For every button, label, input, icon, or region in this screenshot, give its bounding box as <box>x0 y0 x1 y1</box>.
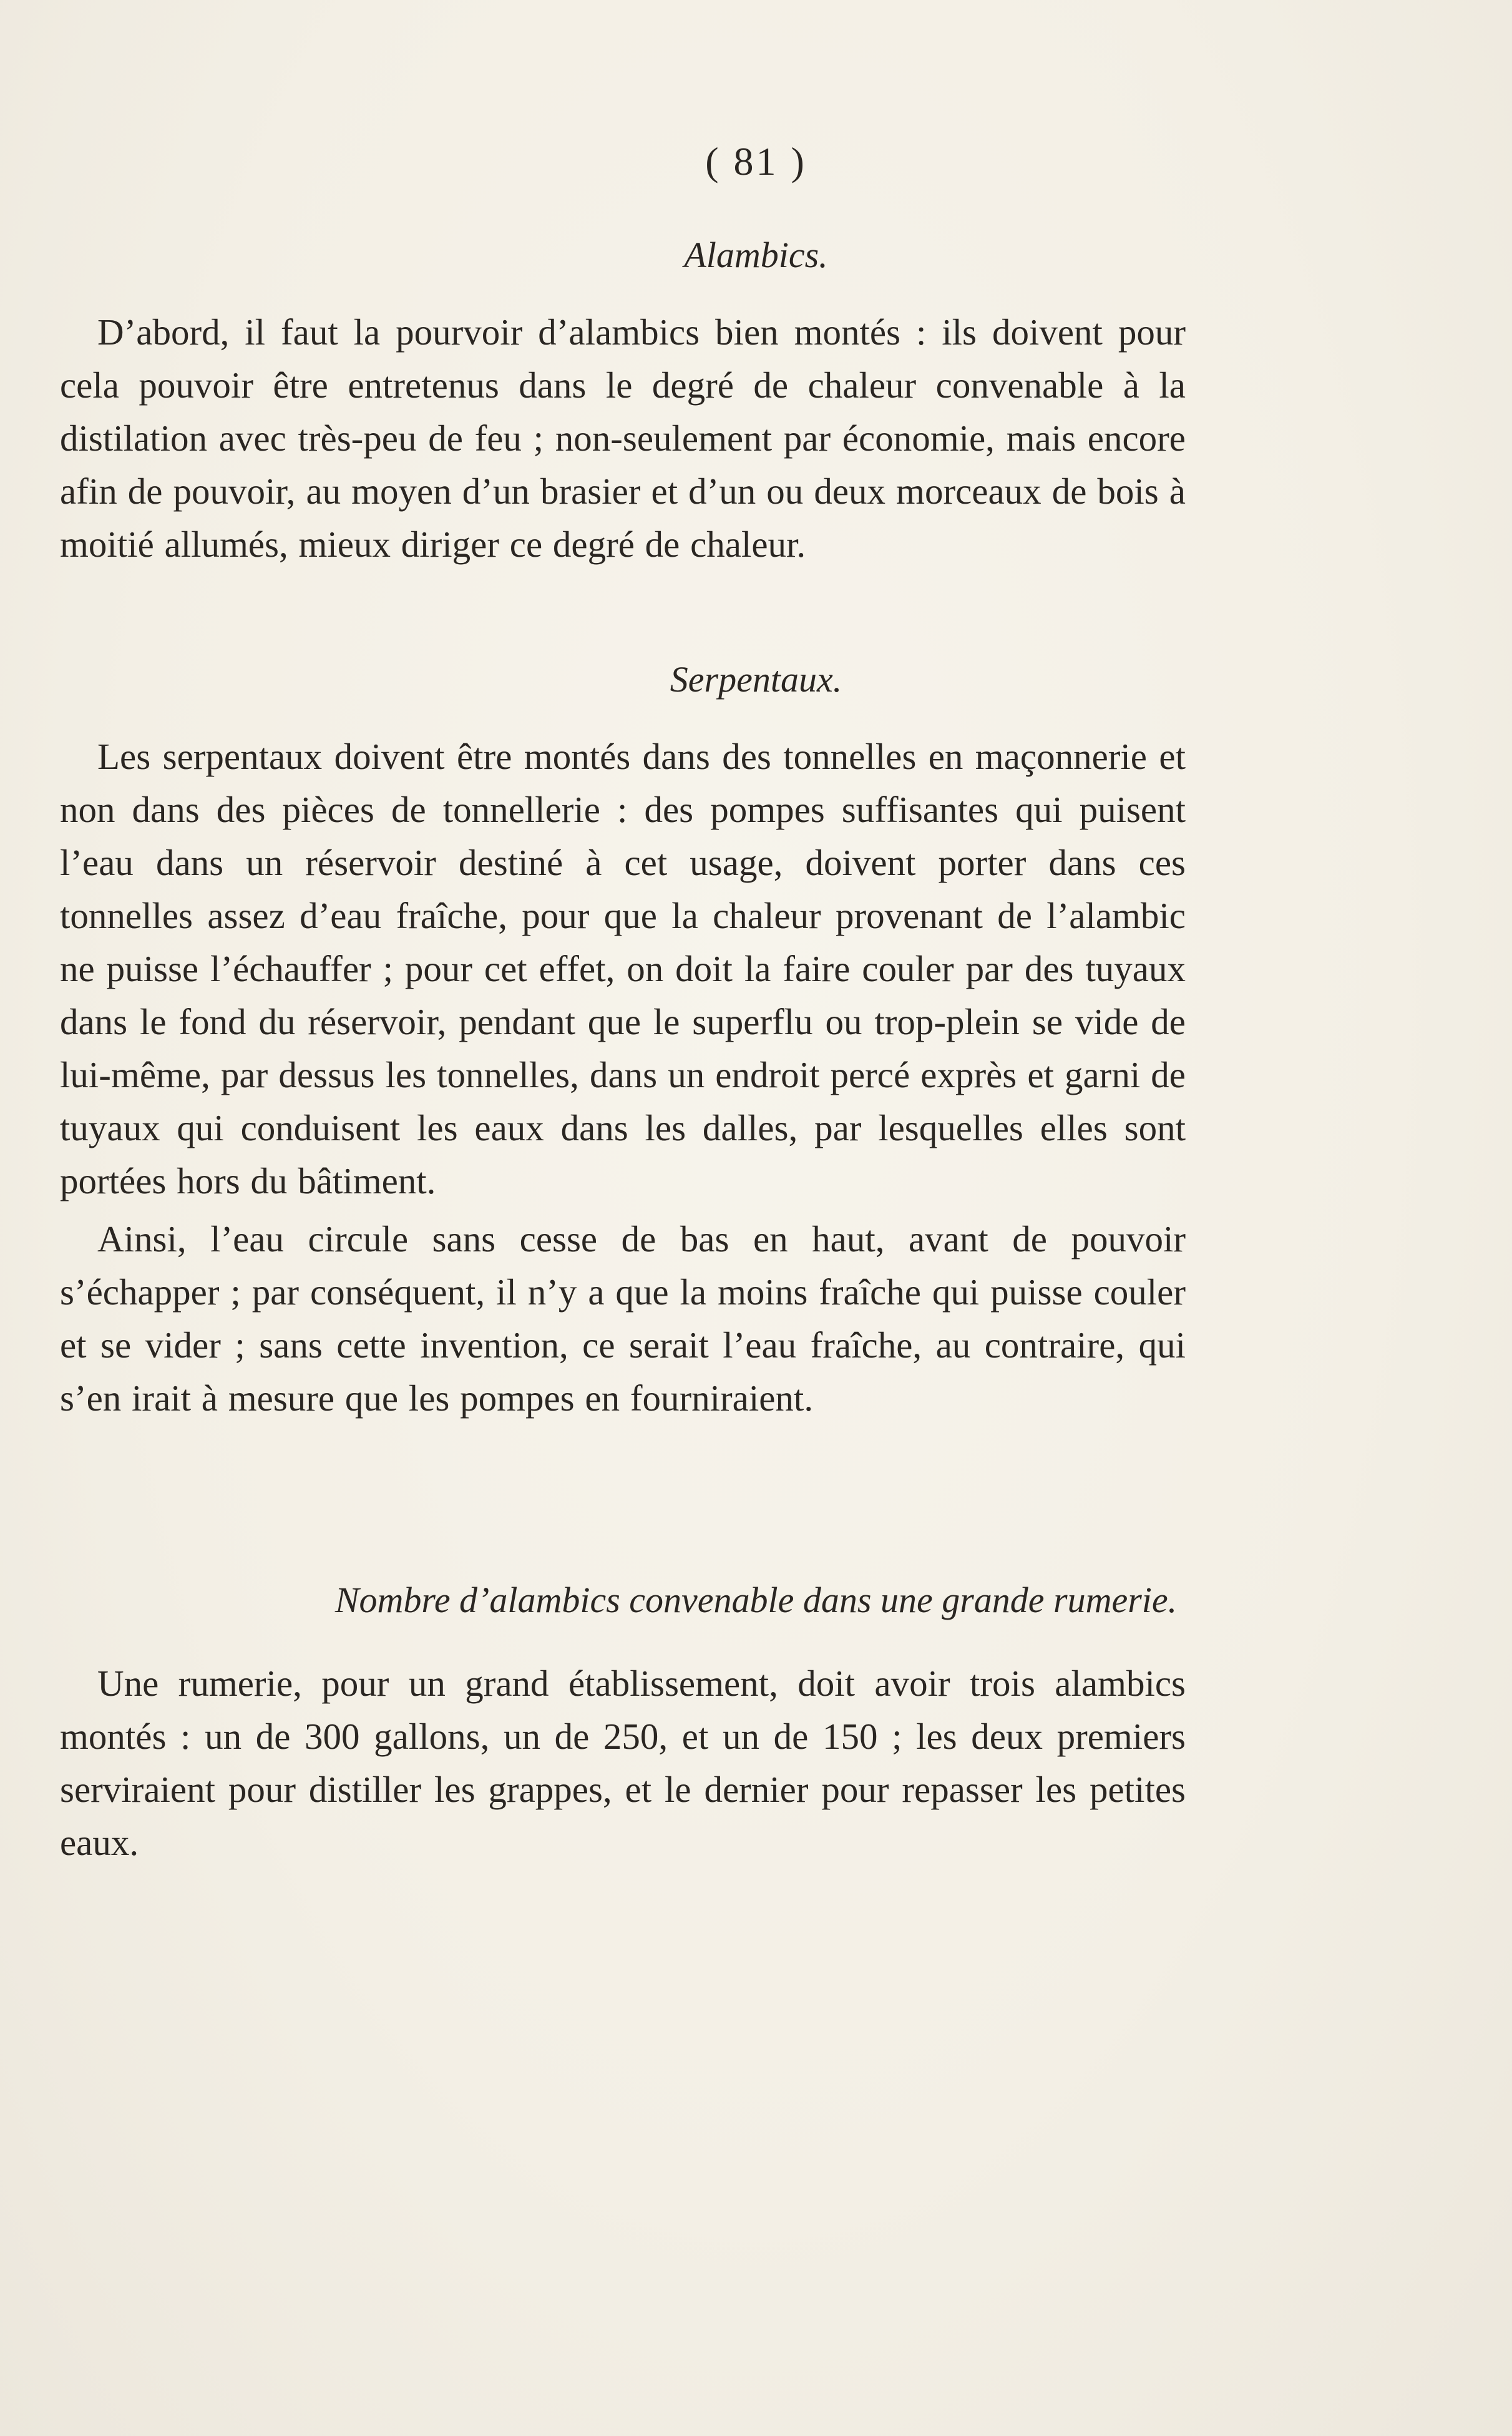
section-heading-nombre-alambics: Nombre d’alambics convenable dans une grande rumerie. <box>334 1580 1178 1620</box>
page-number: ( 81 ) <box>705 139 807 183</box>
paragraph: Ainsi, l’eau circule sans cesse de bas en haut, avant de pouvoir s’échapper ; par conséquent, il n’y a que la moins fraîche qui puisse couler et se vider ; sans cette invention, ce serait l’eau fraîche, au contraire, qui s’en irait à mesure que les pompes en fourniraient. <box>60 1218 1186 1419</box>
section-heading-alambics: Alambics. <box>684 235 828 275</box>
section-heading-serpentaux: Serpentaux. <box>670 659 842 700</box>
section-body-serpentaux <box>60 730 1186 1425</box>
section-body-nombre-alambics <box>60 1657 1186 1869</box>
section-body-alambics <box>60 306 1186 571</box>
paragraph: Une rumerie, pour un grand établissement, doit avoir trois alambics montés : un de 300 gallons, un de 250, et un de 150 ; les deux premiers serviraient pour distiller les grappes, et le dernier pour repasser les petites eaux. <box>60 1663 1186 1863</box>
paragraph: D’abord, il faut la pourvoir d’alambics bien montés : ils doivent pour cela pouvoir être entretenus dans le degré de chaleur convenable à la distilation avec très-peu de feu ; non-seulement par économie, mais encore afin de pouvoir, au moyen d’un brasier et d’un ou deux morceaux de bois à moitié allumés, mieux diriger ce degré de chaleur. <box>60 311 1186 565</box>
paragraph: Les serpentaux doivent être montés dans des tonnelles en maçonnerie et non dans des pièces de tonnellerie : des pompes suffisantes qui puisent l’eau dans un réservoir destiné à cet usage, doivent porter dans ces tonnelles assez d’eau fraîche, pour que la chaleur provenant de l’alambic ne puisse l’échauffer ; pour cet effet, on doit la faire couler par des tuyaux dans le fond du réservoir, pendant que le superflu ou trop-plein se vide de lui-même, par dessus les tonnelles, dans un endroit percé exprès et garni de tuyaux qui conduisent les eaux dans les dalles, par lesquelles elles sont portées hors du bâtiment. <box>60 736 1186 1201</box>
